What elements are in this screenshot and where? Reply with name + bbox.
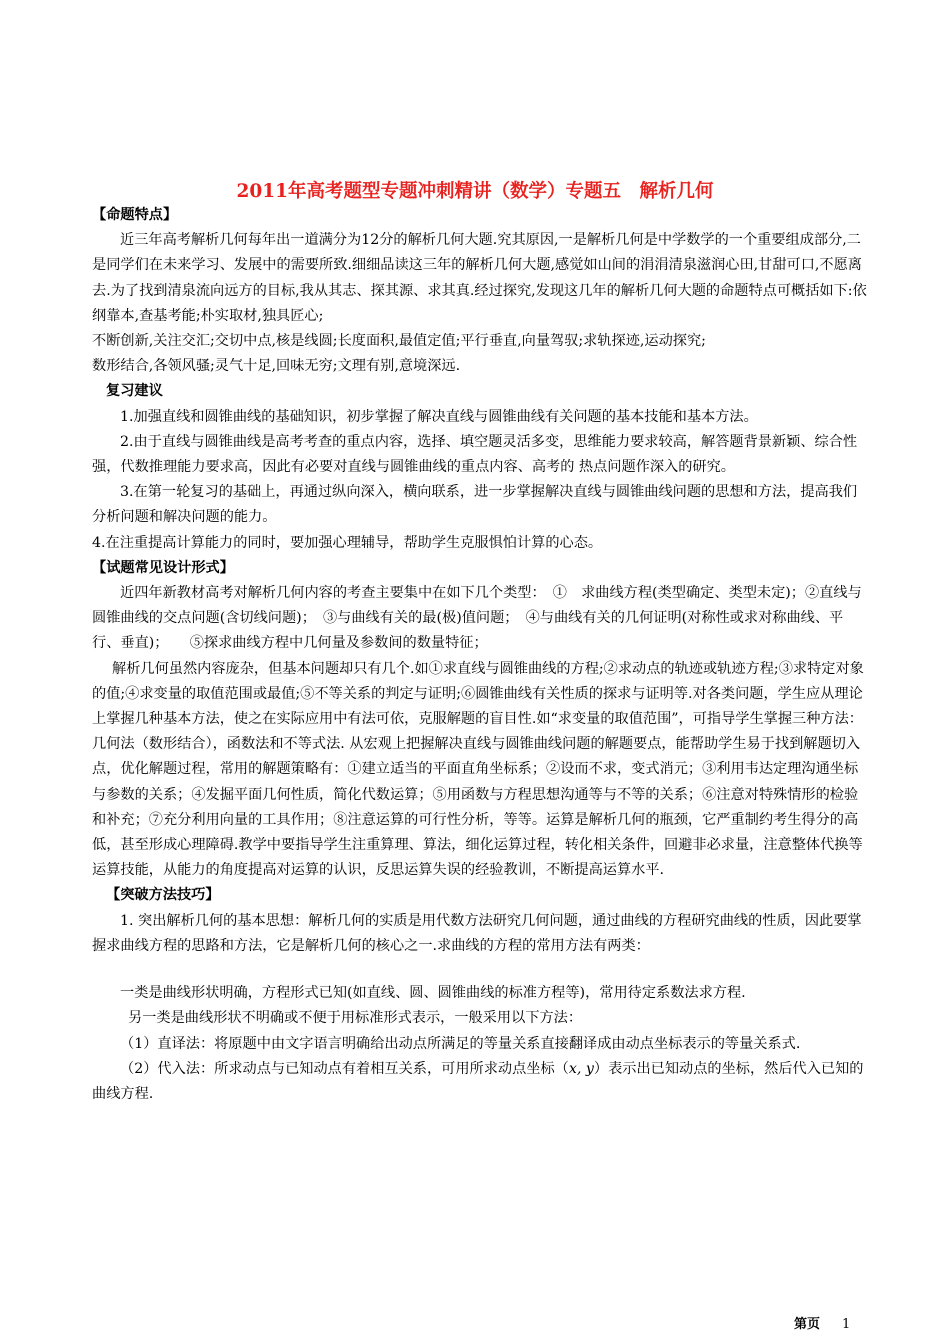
paragraph: 1.加强直线和圆锥曲线的基础知识，初步掌握了解决直线与圆锥曲线有关问题的基本技能和基本方法。 [120, 408, 758, 425]
section-heading-methods: 【突破方法技巧】 [106, 887, 220, 904]
paragraph: 1. 突出解析几何的基本思想：解析几何的实质是用代数方法研究几何问题，通过曲线的方程研究曲线的性质，因此要掌握求曲线方程的思路和方法，它是解析几何的核心之一.求曲线的方程的常用方法有两类： [92, 912, 862, 954]
page-footer [794, 1313, 850, 1332]
paragraph: 解析几何虽然内容庞杂，但基本问题却只有几个.如①求直线与圆锥曲线的方程;②求动点的轨迹或轨迹方程;③求特定对象的值;④求变量的取值范围或最值;⑤不等关系的判定与证明;⑥圆锥曲线有关性质的探求与证明等.对各类问题，学生应从理论上掌握几种基本方法，使之在实际应用中有法可依，克服解题的盲目性.如“求变量的取值范围”，可指导学生掌握三种方法：几何法（数形结合），函数法和不等式法. 从宏观上把握解决直线与圆锥曲线问题的解题要点，能帮助学生易于找到解题切入点，优化解题过程，常用的解题策略有：①建立适当的平面直角坐标系；②设而不求，变式消元；③利用韦达定理沟通坐标与参数的关系；④发掘平面几何性质，简化代数运算；⑤用函数与方程思想沟通等与不等的关系；⑥注意对特殊情形的检验和补充；⑦充分利用向量的工具作用；⑧注意运算的可行性分析，等等。运算是解析几何的瓶颈，它严重制约考生得分的高低，甚至形成心理障碍.教学中要指导学生注重算理、算法，细化运算过程，转化相关条件，回避非必求量，注意整体代换等运算技能，从能力的角度提高对运算的认识，反思运算失误的经验教训，不断提高运算水平. [92, 660, 864, 879]
page-number: 1 [842, 1317, 851, 1332]
paragraph: （1）直译法：将原题中由文字语言明确给出动点所满足的等量关系直接翻译成由动点坐标表示的等量关系式. [120, 1035, 801, 1052]
coordinate-symbol: x, y [568, 1060, 594, 1077]
section-heading-review: 复习建议 [106, 383, 163, 400]
paragraph-text: ）表示出已知动点的坐标，然后代入已知的曲线方程. [92, 1060, 864, 1102]
paragraph-text: （2）代入法：所求动点与已知动点有着相互关系，可用所求动点坐标（ [120, 1060, 569, 1077]
paragraph: 2.由于直线与圆锥曲线是高考考查的重点内容，选择、填空题灵活多变，思维能力要求较高，解答题背景新颖、综合性强，代数推理能力要求高，因此有必要对直线与圆锥曲线的重点内容、高考的 热点问题作深入的研究。 [92, 433, 858, 476]
paragraph: 3.在第一轮复习的基础上，再通过纵向深入，横向联系，进一步掌握解决直线与圆锥曲线问题的思想和方法，提高我们分析问题和解决问题的能力。 [92, 484, 858, 526]
spacer [92, 959, 868, 981]
paragraph: 近四年新教材高考对解析几何内容的考查主要集中在如下几个类型： ① 求曲线方程(类型确定、类型未定)；②直线与圆锥曲线的交点问题(含切线问题)； ③与曲线有关的最(极)值问题； ④与曲线有关的几何证明(对称性或求对称曲线、平行、垂直)； ⑤探求曲线方程中几何量及参数间的数量特征； [92, 585, 862, 652]
paragraph [92, 1057, 868, 1107]
page-title: 2011年高考题型专题冲刺精讲（数学）专题五 解析几何 [236, 181, 714, 202]
paragraph: 数形结合,各领风骚;灵气十足,回味无穷;文理有别,意境深远. [92, 358, 461, 375]
paragraph: 4.在注重提高计算能力的同时，要加强心理辅导，帮助学生克服惧怕计算的心态。 [92, 534, 603, 551]
paragraph: 近三年高考解析几何每年出一道满分为12分的解析几何大题.究其原因,一是解析几何是中学数学的一个重要组成部分,二是同学们在未来学习、发展中的需要所致.细细品读这三年的解析几何大题,感觉如山间的涓涓清泉滋润心田,甘甜可口,不愿离去.为了找到清泉流向远方的目标,我从其志、探其源、求其真.经过探究,发现这几年的解析几何大题的命题特点可概括如下:依纲靠本,查基考能;朴实取材,独具匠心; [92, 232, 867, 324]
paragraph: 一类是曲线形状明确，方程形式已知(如直线、圆、圆锥曲线的标准方程等)，常用待定系数法求方程. [120, 985, 746, 1002]
document-body [92, 203, 868, 1107]
paragraph: 另一类是曲线形状不明确或不便于用标准形式表示，一般采用以下方法： [128, 1010, 583, 1027]
paragraph: 不断创新,关注交汇;交切中点,核是线圆;长度面积,最值定值;平行垂直,向量驾驭;求轨探迹,运动探究; [92, 333, 706, 350]
footer-label: 第页 [794, 1317, 821, 1332]
section-heading-design-forms: 【试题常见设计形式】 [92, 559, 234, 576]
section-heading-features: 【命题特点】 [92, 207, 178, 223]
